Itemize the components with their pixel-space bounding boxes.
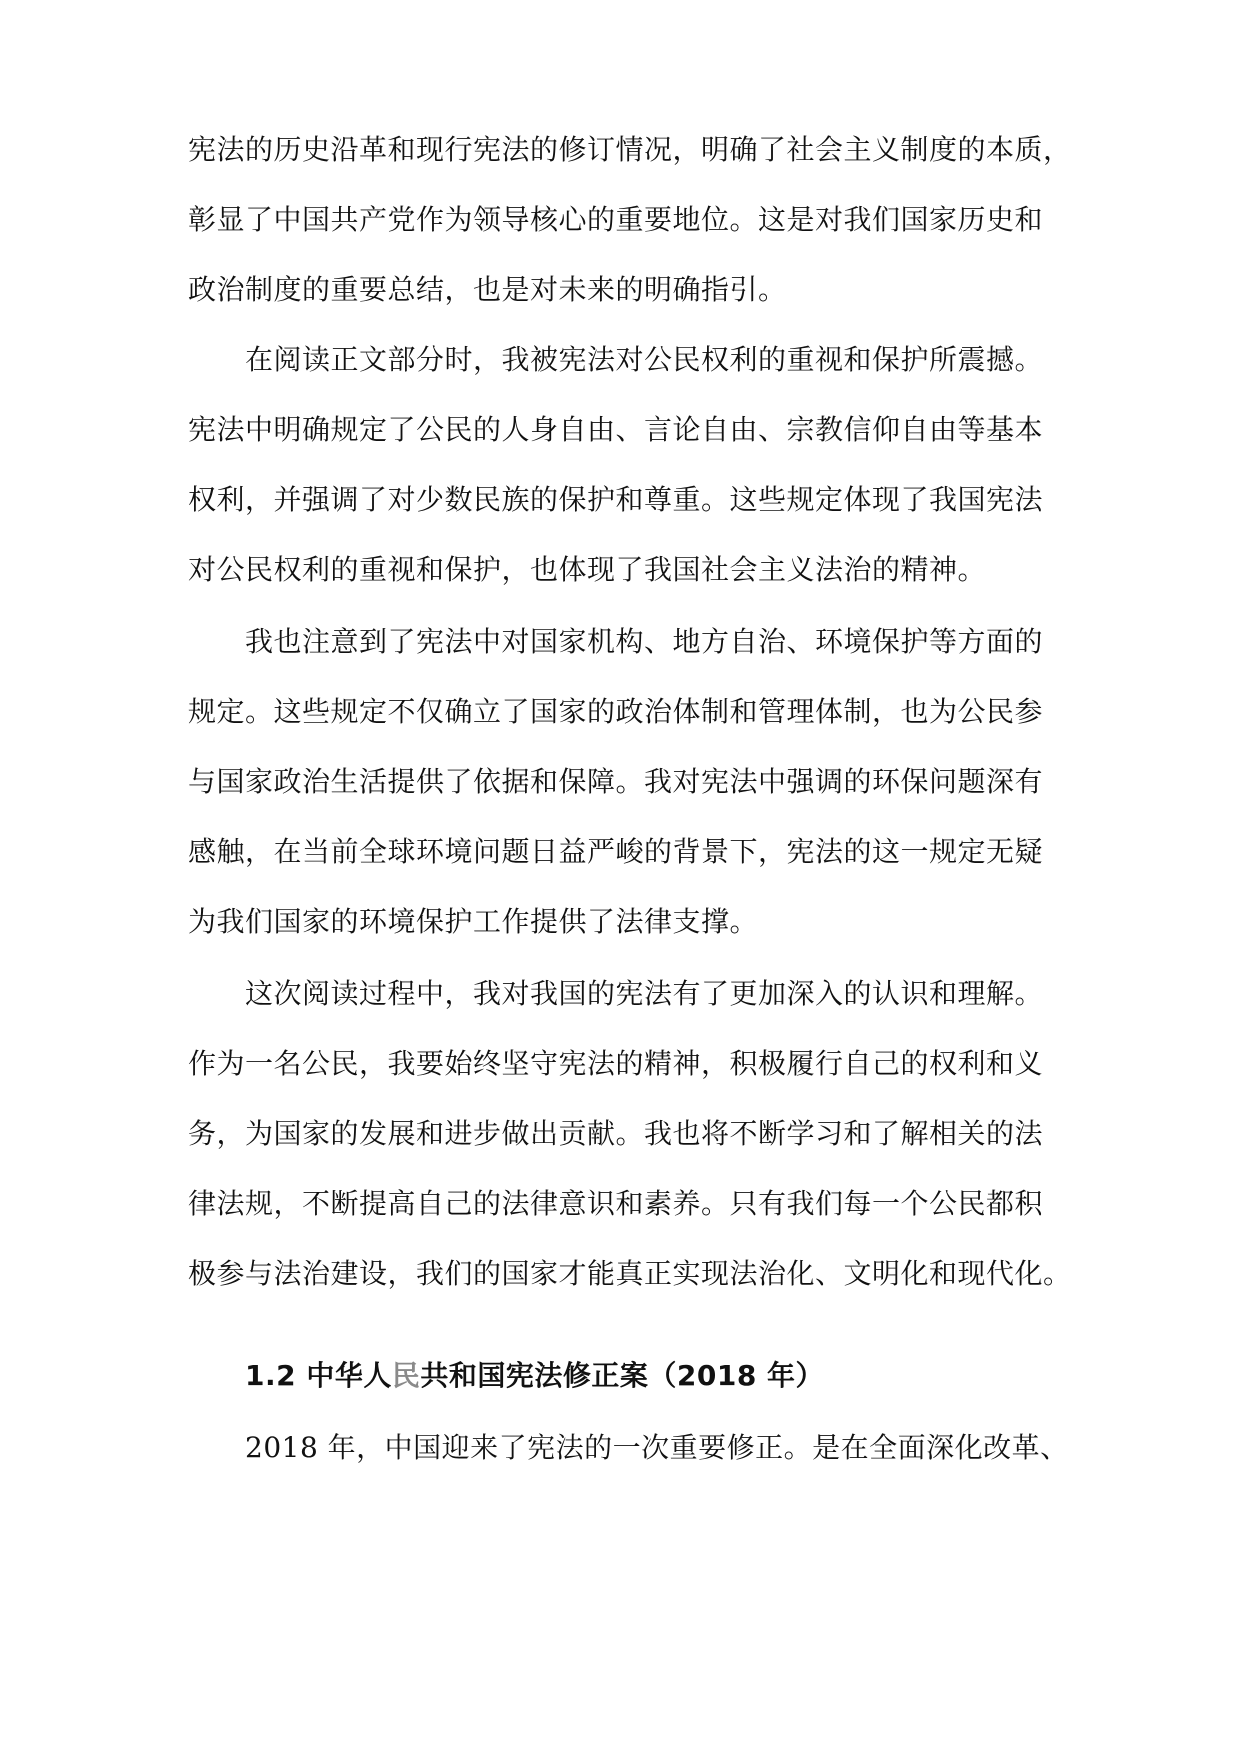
section-heading-suffix: 共和国宪法修正案（2018 年）: [420, 1359, 825, 1392]
paragraph-5-line-1: 2018 年，中国迎来了宪法的一次重要修正。是在全面深化改革、: [245, 1431, 1069, 1464]
paragraph-4-line-2: 作为一名公民，我要始终坚守宪法的精神，积极履行自己的权利和义: [188, 1047, 1044, 1080]
paragraph-1-line-1: 宪法的历史沿革和现行宪法的修订情况，明确了社会主义制度的本质，: [188, 133, 1072, 166]
paragraph-1-line-3: 政治制度的重要总结，也是对未来的明确指引。: [188, 273, 787, 306]
paragraph-4-line-4: 律法规，不断提高自己的法律意识和素养。只有我们每一个公民都积: [188, 1187, 1044, 1220]
paragraph-4-line-5: 极参与法治建设，我们的国家才能真正实现法治化、文明化和现代化。: [188, 1257, 1072, 1290]
paragraph-3-line-3: 与国家政治生活提供了依据和保障。我对宪法中强调的环保问题深有: [188, 765, 1044, 798]
paragraph-4-line-3: 务，为国家的发展和进步做出贡献。我也将不断学习和了解相关的法: [188, 1117, 1044, 1150]
paragraph-3-line-5: 为我们国家的环境保护工作提供了法律支撑。: [188, 905, 759, 938]
paragraph-3-line-2: 规定。这些规定不仅确立了国家的政治体制和管理体制，也为公民参: [188, 695, 1044, 728]
paragraph-2-line-1: 在阅读正文部分时，我被宪法对公民权利的重视和保护所震撼。: [245, 343, 1044, 376]
paragraph-2-line-3: 权利，并强调了对少数民族的保护和尊重。这些规定体现了我国宪法: [188, 483, 1044, 516]
paragraph-2-line-4: 对公民权利的重视和保护，也体现了我国社会主义法治的精神。: [188, 553, 987, 586]
section-heading-prefix: 1.2 中华人: [245, 1359, 392, 1392]
paragraph-2-line-2: 宪法中明确规定了公民的人身自由、言论自由、宗教信仰自由等基本: [188, 413, 1044, 446]
section-heading-faded-char: 民: [391, 1359, 421, 1392]
paragraph-3-line-4: 感触，在当前全球环境问题日益严峻的背景下，宪法的这一规定无疑: [188, 835, 1044, 868]
section-heading: [245, 1356, 824, 1396]
paragraph-1-line-2: 彰显了中国共产党作为领导核心的重要地位。这是对我们国家历史和: [188, 203, 1044, 236]
paragraph-4-line-1: 这次阅读过程中，我对我国的宪法有了更加深入的认识和理解。: [245, 977, 1044, 1010]
paragraph-3-line-1: 我也注意到了宪法中对国家机构、地方自治、环境保护等方面的: [245, 625, 1044, 658]
